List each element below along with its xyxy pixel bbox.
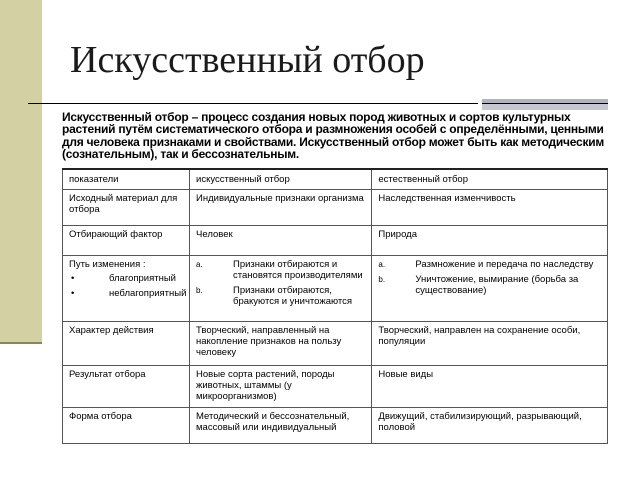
table-row [63, 366, 608, 408]
list-item-text: Уничтожение, вымирание (борьба за существование) [415, 274, 579, 296]
title-rule [28, 103, 478, 104]
row-label: Форма отбора [63, 408, 190, 444]
row-label: Результат отбора [63, 366, 190, 408]
slide-title: Искусственный отбор [70, 39, 425, 81]
natural-cell [372, 256, 608, 322]
table-row [63, 190, 608, 226]
list-marker: b. [196, 286, 203, 295]
artificial-cell: Творческий, направленный на накопление признаков на пользу человеку [190, 322, 372, 366]
artificial-cell [190, 256, 372, 322]
bullet-icon: • [71, 273, 75, 284]
table-row [63, 322, 608, 366]
table-header-row [63, 169, 608, 190]
header-indicators: показатели [63, 169, 190, 190]
change-path-list [69, 273, 187, 299]
list-item [196, 285, 365, 307]
row-label: Путь изменения : [69, 259, 146, 270]
table-row [63, 226, 608, 256]
natural-list [378, 259, 601, 296]
intro-paragraph: Искусственный отбор – процесс создания новых пород животных и сортов культурных растений путём систематического отбора и размножения особей с определёнными, ценными для человека признаками и свойствами. Искусственный отбор может быть как методическим (сознательным), так и бессознательным. [62, 110, 604, 162]
list-marker: a. [196, 260, 203, 269]
natural-cell: Движущий, стабилизирующий, разрывающий, половой [372, 408, 608, 444]
artificial-cell: Человек [190, 226, 372, 256]
natural-cell: Наследственная изменчивость [372, 190, 608, 226]
list-item-text: Размножение и передача по наследству [415, 259, 594, 270]
list-item [69, 288, 187, 299]
list-item [378, 259, 601, 270]
artificial-list [196, 259, 365, 307]
artificial-cell: Методический и бессознательный, массовый или индивидуальный [190, 408, 372, 444]
natural-cell: Новые виды [372, 366, 608, 408]
list-item-text: Признаки отбираются и становятся производителями [233, 259, 363, 281]
table-row [63, 408, 608, 444]
natural-cell: Творческий, направлен на сохранение особи, популяции [372, 322, 608, 366]
list-item [196, 259, 365, 281]
list-marker: a. [378, 260, 386, 269]
list-item [378, 274, 601, 296]
list-item [69, 273, 183, 284]
row-label: Исходный материал для отбора [63, 190, 190, 226]
header-artificial: искусственный отбор [190, 169, 372, 190]
artificial-cell: Индивидуальные признаки организма [190, 190, 372, 226]
list-item-text: неблагоприятный [109, 288, 187, 299]
row-label: Характер действия [63, 322, 190, 366]
list-marker: b. [378, 275, 386, 284]
natural-cell: Природа [372, 226, 608, 256]
list-item-text: благоприятный [109, 273, 176, 284]
header-natural: естественный отбор [372, 169, 608, 190]
list-item-text: Признаки отбираются, бракуются и уничтожаются [233, 285, 353, 307]
left-decorative-bar [0, 0, 42, 342]
bullet-icon: • [71, 288, 75, 299]
comparison-table [62, 168, 608, 444]
table-row [63, 256, 608, 322]
row-label-with-list [63, 256, 190, 322]
left-bar-underline [0, 342, 42, 344]
artificial-cell: Новые сорта растений, породы животных, штаммы (у микроорганизмов) [190, 366, 372, 408]
row-label: Отбирающий фактор [63, 226, 190, 256]
